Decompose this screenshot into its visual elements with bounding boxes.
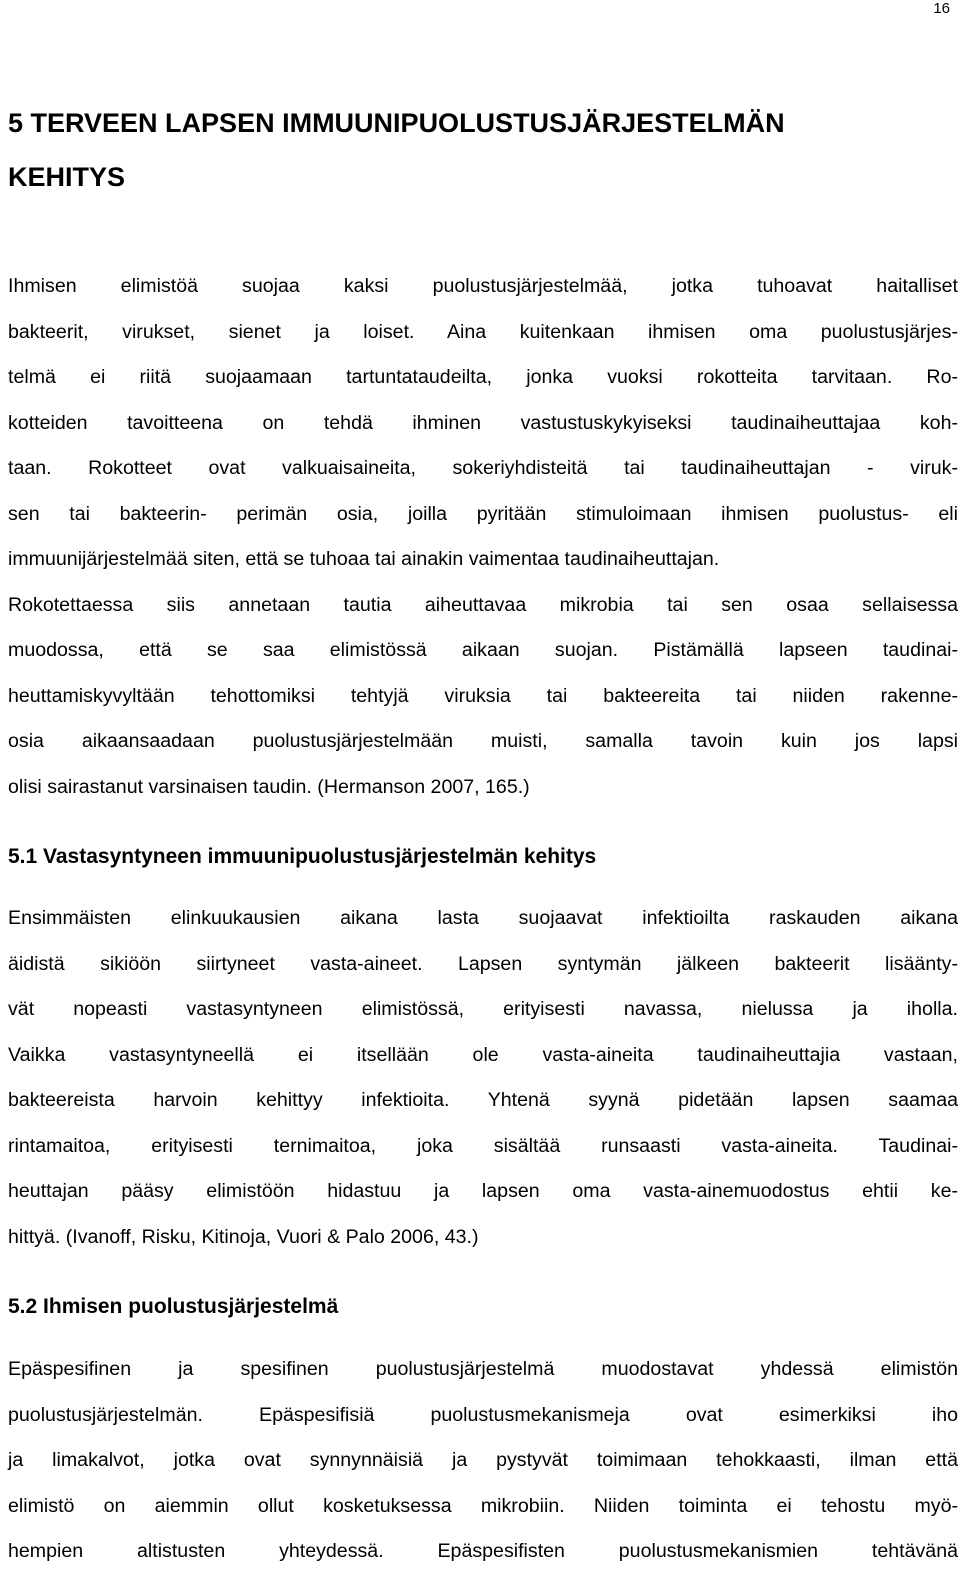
section-5-1-heading: 5.1 Vastasyntyneen immuunipuolustusjärjestelmän kehitys — [8, 845, 597, 868]
section-5-2-paragraph — [8, 1347, 958, 1575]
paragraph-line: heuttamiskyvyltään tehottomiksi tehtyjä viruksia tai bakteereita tai niiden rakenne- — [8, 684, 958, 707]
paragraph-line: äidistä sikiöön siirtyneet vasta-aineet. Lapsen syntymän jälkeen bakteerit lisäänty- — [8, 952, 958, 975]
intro-paragraph — [8, 264, 958, 810]
paragraph-line: telmä ei riitä suojaamaan tartuntataudeilta, jonka vuoksi rokotteita tarvitaan. Ro- — [8, 366, 958, 388]
section-5-2-heading: 5.2 Ihmisen puolustusjärjestelmä — [8, 1295, 339, 1318]
paragraph-line: Ihmisen elimistöä suojaa kaksi puolustusjärjestelmää, jotka tuhoavat haitalliset — [8, 275, 958, 297]
paragraph-line: kotteiden tavoitteena on tehdä ihminen vastustuskykyiseksi taudinaiheuttajaa koh- — [8, 411, 958, 434]
paragraph-line: puolustusjärjestelmän. Epäspesifisiä puolustusmekanismeja ovat esimerkiksi iho — [8, 1403, 958, 1426]
paragraph-line: heuttajan pääsy elimistöön hidastuu ja lapsen oma vasta-ainemuodostus ehtii ke- — [8, 1180, 958, 1202]
chapter-heading — [8, 96, 948, 204]
chapter-heading-line: KEHITYS — [8, 162, 126, 192]
paragraph-line: Epäspesifinen ja spesifinen puolustusjärjestelmä muodostavat yhdessä elimistön — [8, 1358, 958, 1380]
paragraph-line: Vaikka vastasyntyneellä ei itsellään ole vasta-aineita taudinaiheuttajia vastaan, — [8, 1043, 958, 1066]
paragraph-line: muodossa, että se saa elimistössä aikaan suojan. Pistämällä lapseen taudinai- — [8, 639, 958, 661]
paragraph-line: immuunijärjestelmää siten, että se tuhoaa tai ainakin vaimentaa taudinaiheuttajan. — [8, 548, 720, 570]
paragraph-line: rintamaitoa, erityisesti ternimaitoa, joka sisältää runsaasti vasta-aineita. Taudinai- — [8, 1134, 958, 1157]
paragraph-line: hittyä. (Ivanoff, Risku, Kitinoja, Vuori & Palo 2006, 43.) — [8, 1225, 479, 1248]
paragraph-line: sen tai bakteerin- perimän osia, joilla pyritään stimuloimaan ihmisen puolustus- eli — [8, 502, 958, 525]
paragraph-line: ja limakalvot, jotka ovat synnynnäisiä ja pystyvät toimimaan tehokkaasti, ilman että — [8, 1449, 958, 1471]
chapter-heading-line: 5 TERVEEN LAPSEN IMMUUNIPUOLUSTUSJÄRJESTELMÄN — [8, 108, 785, 138]
paragraph-line: elimistö on aiemmin ollut kosketuksessa mikrobiin. Niiden toiminta ei tehostu myö- — [8, 1494, 958, 1517]
paragraph-line: osia aikaansaadaan puolustusjärjestelmään muisti, samalla tavoin kuin jos lapsi — [8, 730, 958, 752]
paragraph-line: taan. Rokotteet ovat valkuaisaineita, sokeriyhdisteitä tai taudinaiheuttajan - viruk- — [8, 457, 958, 479]
page-number: 16 — [933, 0, 950, 17]
paragraph-line: bakteerit, virukset, sienet ja loiset. Aina kuitenkaan ihmisen oma puolustusjärjes- — [8, 320, 958, 343]
paragraph-line: Ensimmäisten elinkuukausien aikana lasta suojaavat infektioilta raskauden aikana — [8, 907, 958, 929]
paragraph-line: vät nopeasti vastasyntyneen elimistössä, erityisesti navassa, nielussa ja iholla. — [8, 998, 958, 1020]
paragraph-line: bakteereista harvoin kehittyy infektioita. Yhtenä syynä pidetään lapsen saamaa — [8, 1089, 958, 1111]
section-5-1-paragraph — [8, 896, 958, 1260]
paragraph-line: Rokotettaessa siis annetaan tautia aiheuttavaa mikrobia tai sen osaa sellaisessa — [8, 593, 958, 616]
paragraph-line: olisi sairastanut varsinaisen taudin. (Hermanson 2007, 165.) — [8, 775, 530, 798]
paragraph-line: hempien altistusten yhteydessä. Epäspesifisten puolustusmekanismien tehtävänä — [8, 1540, 958, 1562]
